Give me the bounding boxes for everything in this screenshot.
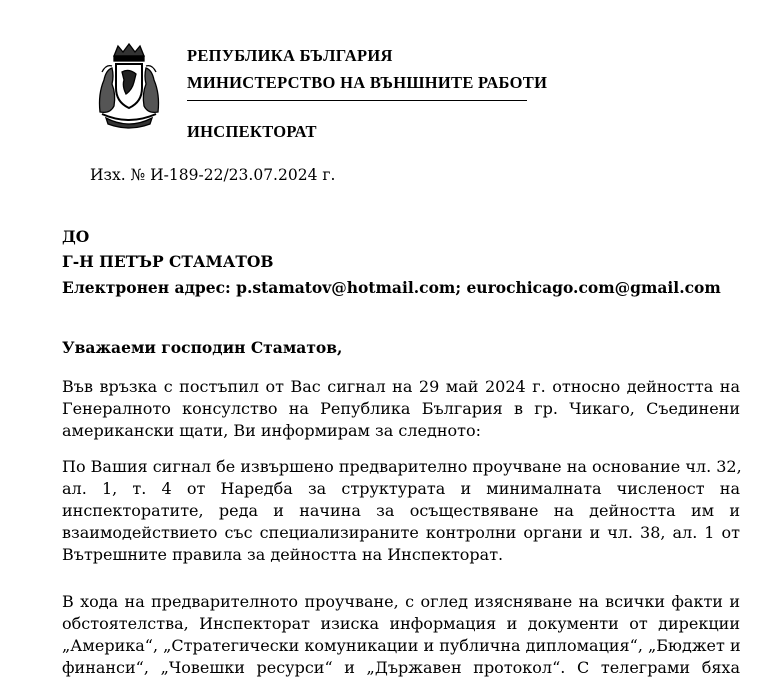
paragraph-line: Генералното консулство на Република България в гр. Чикаго, Съединени	[62, 399, 740, 418]
recipient-to: ДО	[62, 227, 90, 246]
paragraph-line: инспекторатите, реда и начина за осъществяване на дейността им и	[62, 501, 740, 520]
republic-heading: РЕПУБЛИКА БЪЛГАРИЯ	[187, 46, 393, 65]
ministry-heading: МИНИСТЕРСТВО НА ВЪНШНИТЕ РАБОТИ	[187, 73, 548, 92]
paragraph-3	[62, 591, 740, 679]
paragraph-line: Във връзка с постъпил от Вас сигнал на 29 май 2024 г. относно дейността на	[62, 377, 740, 396]
paragraph-1	[62, 376, 740, 442]
paragraph-line: „Америка“, „Стратегически комуникации и публична дипломация“, „Бюджет и	[62, 636, 741, 655]
inspectorate-heading: ИНСПЕКТОРАТ	[187, 122, 317, 141]
header-divider	[187, 100, 527, 101]
reference-number: Изх. № И-189-22/23.07.2024 г.	[90, 166, 336, 184]
paragraph-line: Вътрешните правила за дейността на Инспекторат.	[62, 545, 504, 564]
greeting: Уважаеми господин Стаматов,	[62, 338, 343, 357]
paragraph-line: американски щати, Ви информирам за следното:	[62, 421, 481, 440]
paragraph-2	[62, 456, 740, 566]
paragraph-line: В хода на предварителното проучване, с оглед изясняване на всички факти и	[62, 592, 740, 611]
paragraph-line: взаимодействието със специализираните контролни органи и чл. 38, ал. 1 от	[62, 523, 740, 542]
recipient-name: Г-Н ПЕТЪР СТАМАТОВ	[62, 252, 274, 271]
paragraph-line: ал. 1, т. 4 от Наредба за структурата и минималната численост на	[62, 479, 740, 498]
paragraph-line: финанси“, „Човешки ресурси“ и „Държавен протокол“. С телеграми бяха	[62, 658, 740, 677]
paragraph-line: обстоятелства, Инспекторат изиска информация и документи от дирекции	[62, 614, 740, 633]
paragraph-line: По Вашия сигнал бе извършено предварително проучване на основание чл. 32,	[62, 457, 742, 476]
recipient-email: Електронен адрес: p.stamatov@hotmail.com; eurochicago.com@gmail.com	[62, 278, 721, 297]
bulgarian-coat-of-arms-icon	[92, 42, 166, 130]
